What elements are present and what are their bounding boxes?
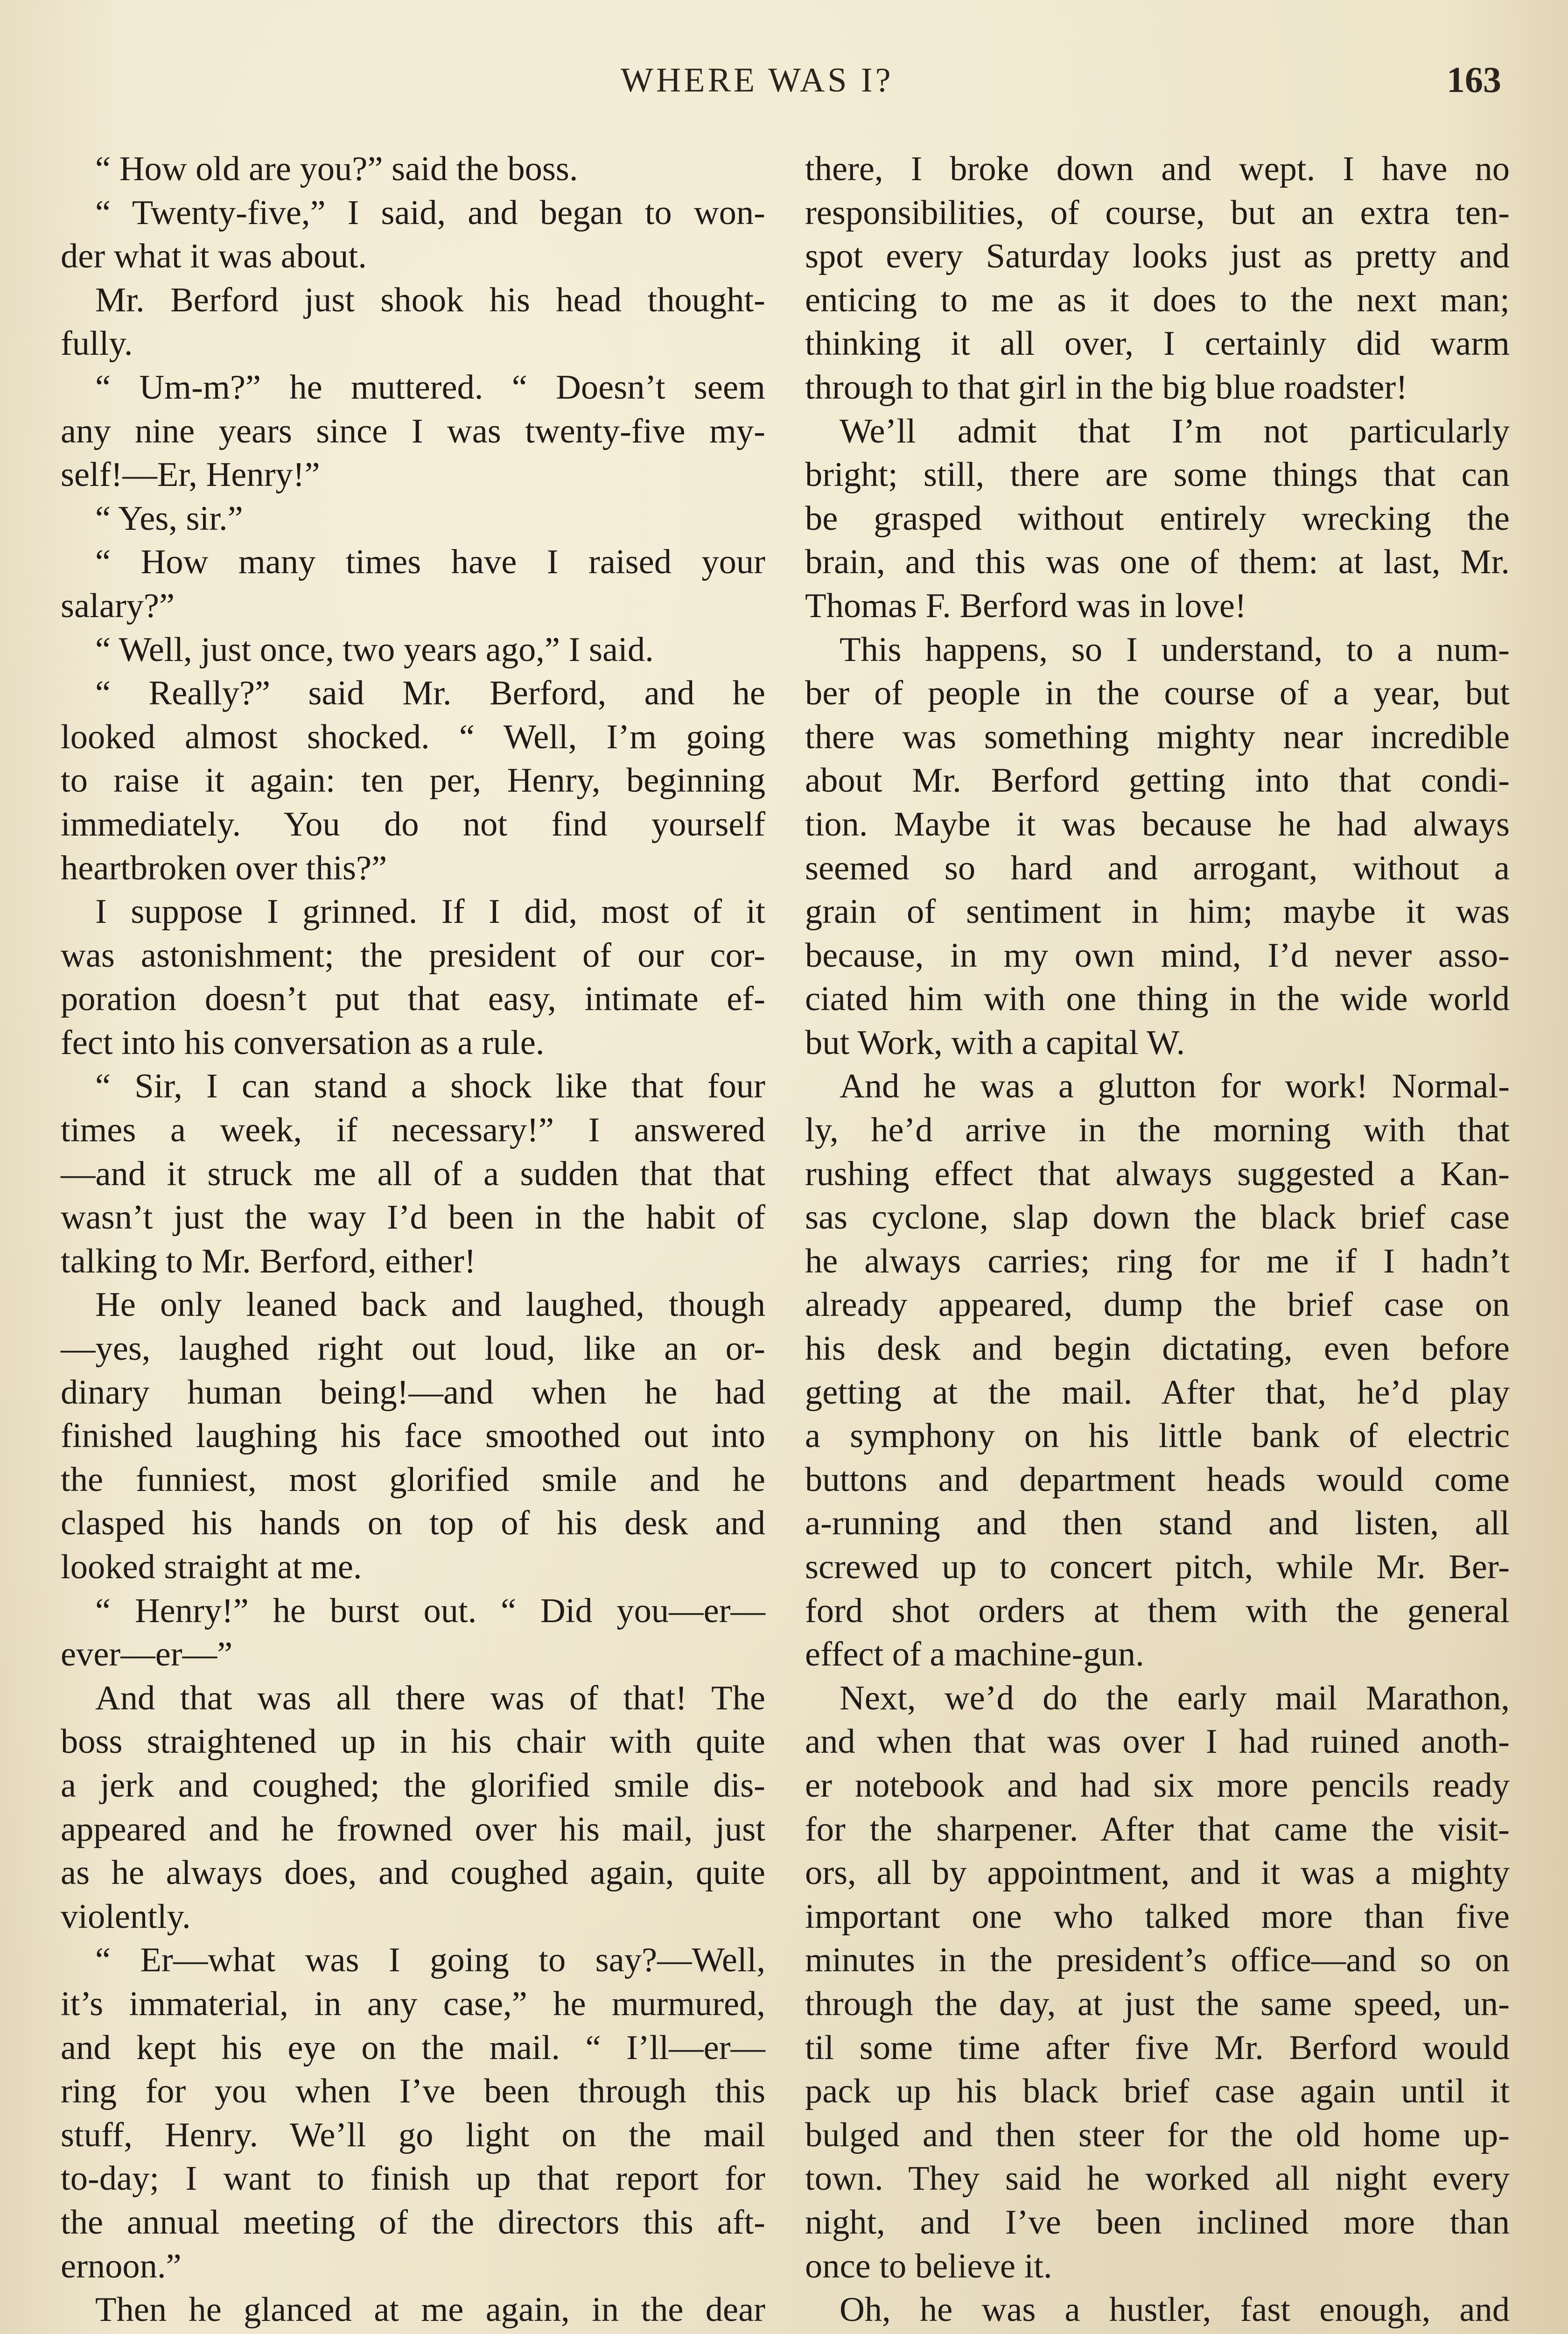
text-line: Next, we’d do the early mail Marathon, — [840, 1679, 1510, 1717]
text-line: minutes in the president’s office—and so on — [805, 1941, 1510, 1980]
text-line: because, in my own mind, I’d never asso- — [805, 936, 1510, 975]
text-line: “ How old are you?” said the boss. — [95, 150, 578, 188]
text-line: thinking it all over, I certainly did warm — [805, 324, 1510, 363]
text-line: salary?” — [61, 586, 175, 625]
text-line: ber of people in the course of a year, but — [805, 674, 1510, 713]
text-line: it’s immaterial, in any case,” he murmured, — [61, 1984, 765, 2023]
text-line: for the sharpener. After that came the visit- — [805, 1810, 1510, 1849]
text-line: bright; still, there are some things that can — [805, 456, 1510, 494]
text-line: but Work, with a capital W. — [805, 1023, 1185, 1062]
text-line: ford shot orders at them with the general — [805, 1591, 1510, 1630]
text-line: ring for you when I’ve been through this — [61, 2072, 765, 2111]
text-line: This happens, so I understand, to a num- — [840, 630, 1510, 669]
text-line: the annual meeting of the directors this aft- — [61, 2203, 765, 2242]
text-line: was astonishment; the president of our cor- — [61, 936, 765, 975]
text-line: to-day; I want to finish up that report for — [61, 2159, 765, 2198]
text-line: a symphony on his little bank of electric — [805, 1417, 1510, 1455]
text-line: ernoon.” — [61, 2247, 182, 2285]
text-line: there was something mighty near incredible — [805, 717, 1510, 756]
text-line: And he was a glutton for work! Normal- — [840, 1067, 1510, 1106]
text-line: brain, and this was one of them: at last, Mr. — [805, 543, 1510, 582]
text-line: looked straight at me. — [61, 1548, 362, 1586]
text-line: “ Yes, sir.” — [95, 499, 243, 538]
text-line: responsibilities, of course, but an extra ten- — [805, 193, 1510, 232]
text-line: getting at the mail. After that, he’d play — [805, 1373, 1510, 1412]
text-line: important one who talked more than five — [805, 1897, 1510, 1936]
text-line: boss straightened up in his chair with quite — [61, 1722, 765, 1761]
text-line: immediately. You do not find yourself — [61, 805, 765, 844]
text-line: screwed up to concert pitch, while Mr. Ber- — [805, 1548, 1510, 1586]
text-line: night, and I’ve been inclined more than — [805, 2203, 1510, 2242]
text-line: “ Really?” said Mr. Berford, and he — [95, 674, 765, 713]
text-line: heartbroken over this?” — [61, 849, 387, 887]
text-line: ors, all by appointment, and it was a mighty — [805, 1854, 1510, 1892]
text-line: the funniest, most glorified smile and he — [61, 1460, 765, 1499]
text-line: a-running and then stand and listen, all — [805, 1504, 1510, 1543]
text-line: Mr. Berford just shook his head thought- — [95, 281, 765, 319]
text-line: buttons and department heads would come — [805, 1460, 1510, 1499]
text-line: And that was all there was of that! The — [95, 1679, 765, 1717]
text-line: fect into his conversation as a rule. — [61, 1023, 545, 1062]
text-line: there, I broke down and wept. I have no — [805, 150, 1510, 188]
text-line: grain of sentiment in him; maybe it was — [805, 893, 1510, 931]
text-line: ever—er—” — [61, 1635, 233, 1674]
text-line: as he always does, and coughed again, quite — [61, 1854, 765, 1892]
text-line: once to believe it. — [805, 2247, 1052, 2285]
text-line: sas cyclone, slap down the black brief case — [805, 1198, 1510, 1237]
text-line: looked almost shocked. “ Well, I’m going — [61, 717, 765, 756]
text-line: through to that girl in the big blue roadster! — [805, 368, 1408, 407]
text-line: to raise it again: ten per, Henry, beginning — [61, 761, 765, 800]
text-line: his desk and begin dictating, even before — [805, 1329, 1510, 1368]
text-line: “ Um-m?” he muttered. “ Doesn’t seem — [95, 368, 765, 407]
text-line: about Mr. Berford getting into that condi- — [805, 761, 1510, 800]
text-line: wasn’t just the way I’d been in the habit of — [61, 1198, 765, 1237]
text-line: We’ll admit that I’m not particularly — [840, 412, 1510, 450]
text-line: town. They said he worked all night every — [805, 2159, 1510, 2198]
text-line: he always carries; ring for me if I hadn’t — [805, 1242, 1510, 1280]
text-column-left — [61, 148, 765, 2334]
text-line: I suppose I grinned. If I did, most of it — [95, 893, 765, 931]
text-line: tion. Maybe it was because he had always — [805, 805, 1510, 844]
text-line: enticing to me as it does to the next man; — [805, 281, 1510, 319]
text-line: effect of a machine-gun. — [805, 1635, 1144, 1674]
text-line: ly, he’d arrive in the morning with that — [805, 1111, 1510, 1150]
text-line: clasped his hands on top of his desk and — [61, 1504, 765, 1543]
text-line: “ How many times have I raised your — [95, 543, 765, 582]
text-line: violently. — [61, 1897, 191, 1936]
text-line: er notebook and had six more pencils ready — [805, 1766, 1510, 1805]
text-line: ciated him with one thing in the wide world — [805, 980, 1510, 1019]
text-line: and when that was over I had ruined anoth- — [805, 1722, 1510, 1761]
text-line: self!—Er, Henry!” — [61, 456, 320, 494]
text-line: Oh, he was a hustler, fast enough, and — [840, 2291, 1510, 2329]
text-column-right — [805, 148, 1510, 2334]
text-line: be grasped without entirely wrecking the — [805, 499, 1510, 538]
page-number: 163 — [1447, 59, 1501, 100]
text-line: a jerk and coughed; the glorified smile dis- — [61, 1766, 765, 1805]
text-line: dinary human being!—and when he had — [61, 1373, 765, 1412]
text-line: appeared and he frowned over his mail, just — [61, 1810, 765, 1849]
text-line: any nine years since I was twenty-five my- — [61, 412, 765, 450]
text-line: bulged and then steer for the old home up- — [805, 2116, 1510, 2154]
text-line: til some time after five Mr. Berford would — [805, 2028, 1510, 2067]
text-line: rushing effect that always suggested a Kan- — [805, 1154, 1510, 1193]
text-line: stuff, Henry. We’ll go light on the mail — [61, 2116, 765, 2154]
text-line: times a week, if necessary!” I answered — [61, 1111, 765, 1150]
text-line: and kept his eye on the mail. “ I’ll—er— — [61, 2028, 765, 2067]
text-line: He only leaned back and laughed, though — [95, 1286, 765, 1324]
text-line: fully. — [61, 324, 133, 363]
text-line — [61, 2332, 765, 2334]
text-line: —and it struck me all of a sudden that that — [61, 1154, 765, 1193]
text-line: finished laughing his face smoothed out into — [61, 1417, 765, 1455]
text-line: “ Well, just once, two years ago,” I said. — [95, 630, 654, 669]
text-line: Thomas F. Berford was in love! — [805, 586, 1246, 625]
text-line: “ Henry!” he burst out. “ Did you—er— — [95, 1591, 765, 1630]
text-line: seemed so hard and arrogant, without a — [805, 849, 1510, 887]
text-line: talking to Mr. Berford, either! — [61, 1242, 476, 1280]
text-line: already appeared, dump the brief case on — [805, 1286, 1510, 1324]
text-line — [805, 2332, 1510, 2334]
text-line: der what it was about. — [61, 237, 367, 276]
text-line: “ Twenty-five,” I said, and began to won- — [95, 193, 765, 232]
text-line: spot every Saturday looks just as pretty and — [805, 237, 1510, 276]
text-line: “ Er—what was I going to say?—Well, — [95, 1941, 765, 1980]
text-line: through the day, at just the same speed, un- — [805, 1984, 1510, 2023]
text-line: Then he glanced at me again, in the dear — [95, 2291, 765, 2329]
running-header: WHERE WAS I? — [621, 61, 894, 99]
text-line: pack up his black brief case again until it — [805, 2072, 1510, 2111]
text-line: “ Sir, I can stand a shock like that four — [95, 1067, 765, 1106]
text-line: poration doesn’t put that easy, intimate ef- — [61, 980, 765, 1019]
text-line: —yes, laughed right out loud, like an or- — [61, 1329, 765, 1368]
